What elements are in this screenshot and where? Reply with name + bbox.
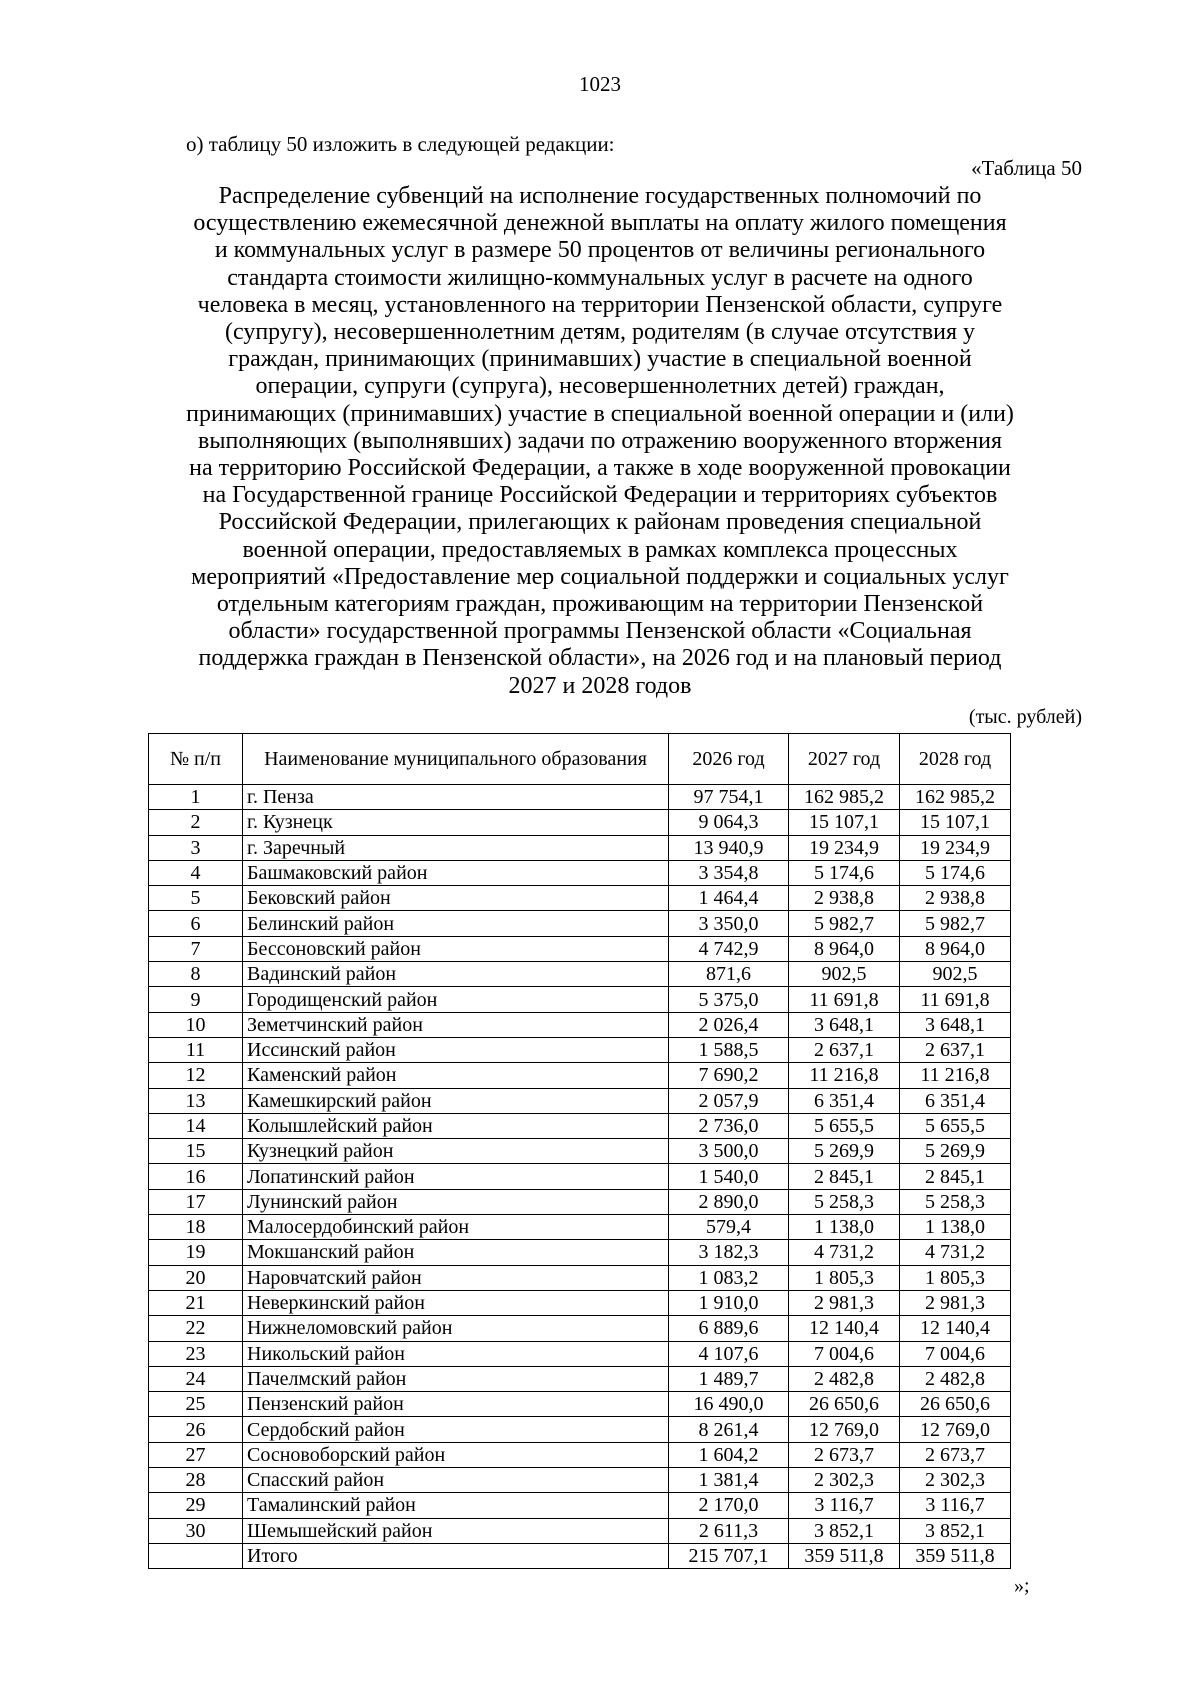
table-row: [149, 1189, 1011, 1214]
header-2028: 2028 год: [900, 734, 1011, 785]
heading-line: области» государственной программы Пензенской области «Социальная: [228, 618, 972, 645]
table-row: [149, 1518, 1011, 1543]
value-2026: 3 500,0: [669, 1139, 789, 1164]
table-heading: [118, 183, 1082, 700]
value-2027: 2 673,7: [789, 1442, 900, 1467]
total-value-2028: 359 511,8: [900, 1543, 1011, 1568]
table-row: [149, 1468, 1011, 1493]
value-2027: 6 351,4: [789, 1088, 900, 1113]
value-2026: 1 464,4: [669, 886, 789, 911]
value-2027: 5 269,9: [789, 1139, 900, 1164]
municipality-name: Сердобский район: [243, 1417, 669, 1442]
table-row: [149, 1215, 1011, 1240]
row-number: 7: [149, 936, 243, 961]
heading-line: отдельным категориям граждан, проживающим на территории Пензенской: [216, 591, 984, 618]
municipality-name: Тамалинский район: [243, 1493, 669, 1518]
table-row: [149, 1164, 1011, 1189]
value-2028: 5 269,9: [900, 1139, 1011, 1164]
value-2026: 1 540,0: [669, 1164, 789, 1189]
table-row: [149, 886, 1011, 911]
value-2028: 3 116,7: [900, 1493, 1011, 1518]
subvention-table: [148, 733, 1011, 1569]
value-2027: 12 769,0: [789, 1417, 900, 1442]
heading-line: на Государственной границе Российской Федерации и территориях субъектов: [202, 482, 998, 509]
heading-line: на территорию Российской Федерации, а также в ходе вооруженной провокации: [189, 455, 1011, 482]
value-2028: 19 234,9: [900, 835, 1011, 860]
value-2028: 2 302,3: [900, 1468, 1011, 1493]
municipality-name: Камешкирский район: [243, 1088, 669, 1113]
value-2028: 7 004,6: [900, 1341, 1011, 1366]
total-value-2027: 359 511,8: [789, 1543, 900, 1568]
value-2028: 15 107,1: [900, 810, 1011, 835]
municipality-name: г. Кузнецк: [243, 810, 669, 835]
municipality-name: Наровчатский район: [243, 1265, 669, 1290]
table-row: [149, 1392, 1011, 1417]
row-number: 30: [149, 1518, 243, 1543]
row-number: 10: [149, 1012, 243, 1037]
heading-line: операции, супруги (супруга), несовершеннолетних детей) граждан,: [255, 373, 945, 400]
municipality-name: Мокшанский район: [243, 1240, 669, 1265]
amendment-intro: о) таблицу 50 изложить в следующей редакции:: [186, 132, 615, 156]
municipality-name: Лопатинский район: [243, 1164, 669, 1189]
row-number: 4: [149, 860, 243, 885]
municipality-name: Лунинский район: [243, 1189, 669, 1214]
value-2026: 4 107,6: [669, 1341, 789, 1366]
row-number: 26: [149, 1417, 243, 1442]
table-row: [149, 835, 1011, 860]
page-number: 1023: [579, 72, 621, 96]
row-number: 9: [149, 987, 243, 1012]
value-2027: 5 174,6: [789, 860, 900, 885]
table-row: [149, 1366, 1011, 1391]
heading-line: поддержка граждан в Пензенской области», на 2026 год и на плановый период: [198, 645, 1002, 672]
municipality-name: Каменский район: [243, 1063, 669, 1088]
value-2028: 12 140,4: [900, 1316, 1011, 1341]
value-2026: 1 910,0: [669, 1290, 789, 1315]
municipality-name: Никольский район: [243, 1341, 669, 1366]
municipality-name: г. Заречный: [243, 835, 669, 860]
value-2026: 3 354,8: [669, 860, 789, 885]
municipality-name: Белинский район: [243, 911, 669, 936]
table-row: [149, 1493, 1011, 1518]
table-row: [149, 860, 1011, 885]
heading-line: Распределение субвенций на исполнение государственных полномочий по: [218, 183, 982, 209]
value-2028: 2 938,8: [900, 886, 1011, 911]
heading-line: принимающих (принимавших) участие в специальной военной операции и (или): [186, 400, 1014, 427]
value-2027: 3 116,7: [789, 1493, 900, 1518]
municipality-name: Спасский район: [243, 1468, 669, 1493]
value-2026: 7 690,2: [669, 1063, 789, 1088]
value-2027: 2 938,8: [789, 886, 900, 911]
value-2027: 2 637,1: [789, 1037, 900, 1062]
value-2026: 1 588,5: [669, 1037, 789, 1062]
total-value-2026: 215 707,1: [669, 1543, 789, 1568]
value-2028: 8 964,0: [900, 936, 1011, 961]
value-2026: 2 170,0: [669, 1493, 789, 1518]
heading-line: человека в месяц, установленного на территории Пензенской области, супруге: [197, 291, 1003, 318]
value-2027: 5 982,7: [789, 911, 900, 936]
row-number: 15: [149, 1139, 243, 1164]
row-number: 17: [149, 1189, 243, 1214]
value-2028: 2 845,1: [900, 1164, 1011, 1189]
value-2028: 3 852,1: [900, 1518, 1011, 1543]
table-row: [149, 1341, 1011, 1366]
value-2028: 6 351,4: [900, 1088, 1011, 1113]
value-2027: 1 138,0: [789, 1215, 900, 1240]
heading-line: осуществлению ежемесячной денежной выплаты на оплату жилого помещения: [193, 210, 1007, 237]
heading-line: стандарта стоимости жилищно-коммунальных услуг в расчете на одного: [227, 264, 973, 291]
value-2028: 902,5: [900, 962, 1011, 987]
row-number: 21: [149, 1290, 243, 1315]
row-number: 20: [149, 1265, 243, 1290]
row-number: 13: [149, 1088, 243, 1113]
value-2028: 1 138,0: [900, 1215, 1011, 1240]
heading-line: военной операции, предоставляемых в рамках комплекса процессных: [242, 536, 958, 563]
heading-line: 2027 и 2028 годов: [508, 672, 692, 699]
row-number: 8: [149, 962, 243, 987]
municipality-name: Колышлейский район: [243, 1113, 669, 1138]
table-row: [149, 1290, 1011, 1315]
value-2026: 3 182,3: [669, 1240, 789, 1265]
table-row: [149, 1012, 1011, 1037]
row-number: 2: [149, 810, 243, 835]
value-2026: 871,6: [669, 962, 789, 987]
municipality-name: Башмаковский район: [243, 860, 669, 885]
municipality-name: Бековский район: [243, 886, 669, 911]
table-row: [149, 936, 1011, 961]
table-row: [149, 1088, 1011, 1113]
table-row: [149, 1240, 1011, 1265]
table-row: [149, 810, 1011, 835]
value-2027: 15 107,1: [789, 810, 900, 835]
heading-line: (супругу), несовершеннолетним детям, родителям (в случае отсутствия у: [224, 319, 975, 346]
value-2026: 2 026,4: [669, 1012, 789, 1037]
value-2026: 3 350,0: [669, 911, 789, 936]
value-2026: 16 490,0: [669, 1392, 789, 1417]
value-2027: 2 482,8: [789, 1366, 900, 1391]
municipality-name: Шемышейский район: [243, 1518, 669, 1543]
value-2028: 2 981,3: [900, 1290, 1011, 1315]
heading-line: и коммунальных услуг в размере 50 процентов от величины регионального: [214, 237, 986, 264]
value-2028: 4 731,2: [900, 1240, 1011, 1265]
value-2028: 26 650,6: [900, 1392, 1011, 1417]
municipality-name: Пачелмский район: [243, 1366, 669, 1391]
heading-line: мероприятий «Предоставление мер социальной поддержки и социальных услуг: [191, 563, 1009, 590]
table-row: [149, 785, 1011, 810]
table-row: [149, 911, 1011, 936]
value-2027: 5 655,5: [789, 1113, 900, 1138]
row-number: 29: [149, 1493, 243, 1518]
value-2026: 579,4: [669, 1215, 789, 1240]
table-row: [149, 987, 1011, 1012]
header-municipality: Наименование муниципального образования: [243, 734, 669, 785]
value-2028: 11 216,8: [900, 1063, 1011, 1088]
row-number: 6: [149, 911, 243, 936]
value-2026: 6 889,6: [669, 1316, 789, 1341]
total-row: [149, 1543, 1011, 1568]
value-2027: 8 964,0: [789, 936, 900, 961]
table-row: [149, 1139, 1011, 1164]
heading-line: выполняющих (выполнявших) задачи по отражению вооруженного вторжения: [198, 427, 1002, 454]
value-2027: 19 234,9: [789, 835, 900, 860]
value-2026: 13 940,9: [669, 835, 789, 860]
table-row: [149, 1113, 1011, 1138]
table-row: [149, 1063, 1011, 1088]
value-2026: 2 611,3: [669, 1518, 789, 1543]
value-2028: 5 982,7: [900, 911, 1011, 936]
value-2026: 2 736,0: [669, 1113, 789, 1138]
row-number: 28: [149, 1468, 243, 1493]
row-number: 14: [149, 1113, 243, 1138]
municipality-name: г. Пенза: [243, 785, 669, 810]
row-number: 24: [149, 1366, 243, 1391]
value-2028: 1 805,3: [900, 1265, 1011, 1290]
table-header-row: [149, 734, 1011, 785]
value-2027: 3 852,1: [789, 1518, 900, 1543]
row-number: 27: [149, 1442, 243, 1467]
row-number: 3: [149, 835, 243, 860]
value-2027: 26 650,6: [789, 1392, 900, 1417]
value-2026: 4 742,9: [669, 936, 789, 961]
value-2026: 2 890,0: [669, 1189, 789, 1214]
heading-line: граждан, принимающих (принимавших) участие в специальной военной: [228, 346, 972, 373]
value-2027: 7 004,6: [789, 1341, 900, 1366]
heading-line: Российской Федерации, прилегающих к районам проведения специальной: [218, 509, 982, 536]
value-2027: 11 216,8: [789, 1063, 900, 1088]
row-number: 1: [149, 785, 243, 810]
value-2027: 902,5: [789, 962, 900, 987]
value-2027: 3 648,1: [789, 1012, 900, 1037]
municipality-name: Городищенский район: [243, 987, 669, 1012]
value-2028: 12 769,0: [900, 1417, 1011, 1442]
value-2026: 97 754,1: [669, 785, 789, 810]
header-number: № п/п: [149, 734, 243, 785]
value-2028: 2 482,8: [900, 1366, 1011, 1391]
row-number: 5: [149, 886, 243, 911]
table-row: [149, 1417, 1011, 1442]
value-2026: 1 489,7: [669, 1366, 789, 1391]
row-number: 11: [149, 1037, 243, 1062]
row-number: 25: [149, 1392, 243, 1417]
value-2026: 1 604,2: [669, 1442, 789, 1467]
table-row: [149, 1265, 1011, 1290]
municipality-name: Кузнецкий район: [243, 1139, 669, 1164]
municipality-name: Малосердобинский район: [243, 1215, 669, 1240]
value-2028: 3 648,1: [900, 1012, 1011, 1037]
value-2027: 4 731,2: [789, 1240, 900, 1265]
value-2027: 11 691,8: [789, 987, 900, 1012]
municipality-name: Иссинский район: [243, 1037, 669, 1062]
value-2027: 5 258,3: [789, 1189, 900, 1214]
value-2026: 8 261,4: [669, 1417, 789, 1442]
municipality-name: Пензенский район: [243, 1392, 669, 1417]
row-number: 12: [149, 1063, 243, 1088]
value-2027: 162 985,2: [789, 785, 900, 810]
row-number: 22: [149, 1316, 243, 1341]
table-row: [149, 962, 1011, 987]
total-number: [149, 1543, 243, 1568]
table-row: [149, 1316, 1011, 1341]
row-number: 18: [149, 1215, 243, 1240]
row-number: 19: [149, 1240, 243, 1265]
table-row: [149, 1442, 1011, 1467]
value-2028: 5 655,5: [900, 1113, 1011, 1138]
municipality-name: Бессоновский район: [243, 936, 669, 961]
value-2028: 2 673,7: [900, 1442, 1011, 1467]
row-number: 16: [149, 1164, 243, 1189]
value-2027: 2 302,3: [789, 1468, 900, 1493]
table-row: [149, 1037, 1011, 1062]
table-label: «Таблица 50: [971, 156, 1082, 180]
value-2028: 11 691,8: [900, 987, 1011, 1012]
value-2028: 2 637,1: [900, 1037, 1011, 1062]
units-note: (тыс. рублей): [968, 706, 1082, 728]
value-2027: 12 140,4: [789, 1316, 900, 1341]
value-2028: 162 985,2: [900, 785, 1011, 810]
total-label: Итого: [243, 1543, 669, 1568]
value-2027: 1 805,3: [789, 1265, 900, 1290]
row-number: 23: [149, 1341, 243, 1366]
header-2026: 2026 год: [669, 734, 789, 785]
value-2026: 1 381,4: [669, 1468, 789, 1493]
value-2027: 2 981,3: [789, 1290, 900, 1315]
value-2026: 1 083,2: [669, 1265, 789, 1290]
value-2026: 9 064,3: [669, 810, 789, 835]
header-2027: 2027 год: [789, 734, 900, 785]
closing-quote: »;: [1014, 1575, 1030, 1597]
value-2026: 2 057,9: [669, 1088, 789, 1113]
value-2026: 5 375,0: [669, 987, 789, 1012]
municipality-name: Неверкинский район: [243, 1290, 669, 1315]
municipality-name: Нижнеломовский район: [243, 1316, 669, 1341]
value-2028: 5 258,3: [900, 1189, 1011, 1214]
municipality-name: Земетчинский район: [243, 1012, 669, 1037]
municipality-name: Вадинский район: [243, 962, 669, 987]
value-2027: 2 845,1: [789, 1164, 900, 1189]
value-2028: 5 174,6: [900, 860, 1011, 885]
municipality-name: Сосновоборский район: [243, 1442, 669, 1467]
